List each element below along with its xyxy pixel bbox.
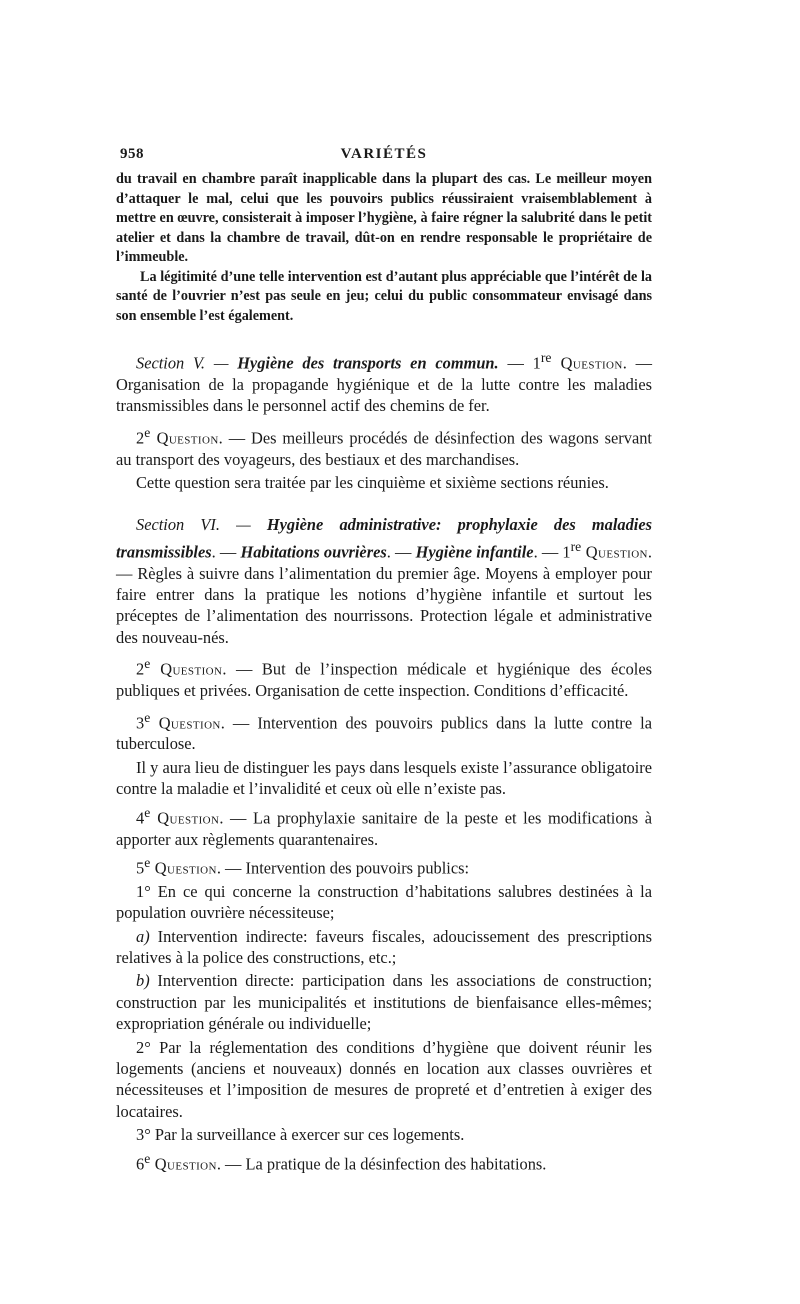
section-5-q2-text: . — Des meilleurs procédés de désinfection des wagons servant au transport des voyageurs, des bestiaux et des marchandises.	[116, 428, 652, 469]
body-block	[116, 347, 652, 1175]
section-5-q1-sup: re	[540, 350, 552, 365]
intro-paragraph-1: du travail en chambre paraît inapplicable dans la plupart des cas. Le meilleur moyen d’attaquer le mal, celui que les pouvoirs publics réussiraient vraisemblablement à mettre en œuvre, consisterait à imposer l’hygiène, à faire régner la salubrité dans le petit atelier et dans la chambre de travail, dût-on en rendre responsable le propriétaire de l’immeuble.	[116, 171, 652, 265]
running-header	[116, 146, 652, 170]
section-5-label: Section V. —	[136, 353, 238, 373]
section-5-q2-number: 2	[136, 428, 145, 448]
section-5-question-2	[116, 422, 652, 470]
section-6-q1-number: 1	[562, 542, 571, 562]
section-6-q4-number: 4	[136, 808, 145, 828]
section-6-q1-text: . — Règles à suivre dans l’alimentation du premier âge. Moyens à employer pour faire entrer dans la pratique les notions d’hygiène infantile et surtout les préceptes de l’alimentation des nourrissons. Protection légale et administrative des nouveau-nés.	[116, 542, 653, 647]
section-6-q5-item-b	[116, 970, 652, 1034]
section-6-title-c: Hygiène infantile	[415, 542, 534, 562]
section-6-q2-sup: e	[144, 656, 151, 672]
section-6-q6-word: Question	[150, 1154, 217, 1174]
section-6-q5-item-2: 2° Par la réglementation des conditions d’hygiène que doivent réunir les logements (anciens et nouveaux) donnés en location aux classes ouvrières et nécessiteuses et l’imposition de mesures de propreté et d’entretien à exiger des locataires.	[116, 1037, 652, 1121]
section-5-q1-word: Question	[551, 353, 623, 373]
section-6-q6-text: . — La pratique de la désinfection des habitations.	[216, 1154, 547, 1174]
section-6-q4-word: Question	[150, 808, 220, 828]
section-6-q4-sup: e	[144, 804, 151, 820]
section-6-q6-number: 6	[136, 1154, 145, 1174]
section-5-q2-word: Question	[150, 428, 219, 448]
section-6-question-5	[116, 852, 652, 879]
section-6-q2-text: . — But de l’inspection médicale et hygiénique des écoles publiques et privées. Organisation de cette inspection. Conditions d’efficacité.	[116, 659, 653, 701]
section-6-q3-text: . — Intervention des pouvoirs publics dans la lutte contre la tuberculose.	[116, 713, 652, 754]
section-6-q1-word: Question	[581, 542, 648, 562]
section-6-q5-item-3: 3° Par la surveillance à exercer sur ces logements.	[136, 1125, 465, 1145]
section-6-dash-3: . —	[533, 542, 563, 562]
section-6-q5-item-1: 1° En ce qui concerne la construction d’habitations salubres destinées à la population ouvrière nécessiteuse;	[116, 881, 652, 923]
section-6-q5-item-a	[116, 926, 652, 969]
item-a-text: Intervention indirecte: faveurs fiscales, adoucissement des prescriptions relatives à la police des constructions, etc.;	[116, 926, 652, 968]
section-5-heading	[116, 347, 652, 417]
document-page	[116, 146, 652, 1175]
section-6-q2-word: Question	[150, 659, 223, 679]
section-5-note: Cette question sera traitée par les cinquième et sixième sections réunies.	[136, 472, 609, 492]
section-6-q3-sup: e	[144, 709, 151, 725]
section-6-q6-sup: e	[144, 1150, 151, 1166]
running-title: VARIÉTÉS	[340, 146, 428, 162]
section-6-question-4	[116, 802, 652, 850]
section-6-question-3	[116, 707, 652, 755]
section-6-q3-number: 3	[136, 713, 145, 733]
section-6-label: Section VI. —	[136, 515, 267, 535]
section-6-question-2	[116, 653, 652, 701]
section-6-q5-sup: e	[144, 854, 151, 870]
section-6-q3-word: Question	[150, 713, 221, 733]
section-6-q5-text: . — Intervention des pouvoirs publics:	[216, 858, 470, 878]
section-6-dash-2: . —	[386, 542, 416, 562]
section-6-heading	[116, 514, 652, 648]
section-6-q5-number: 5	[136, 858, 145, 878]
page-number: 958	[120, 146, 144, 162]
section-5-title: Hygiène des transports en commun.	[237, 353, 499, 373]
intro-paragraph-2: La légitimité d’une telle intervention est d’autant plus appréciable que l’intérêt de la santé de l’ouvrier n’est pas seule en jeu; celui du public consommateur envisagé dans son ensemble l’est également.	[116, 268, 652, 324]
section-5-q1-number: — 1	[498, 353, 541, 373]
item-a-label: a)	[136, 926, 150, 946]
section-6-dash-1: . —	[211, 542, 241, 562]
section-6-question-6	[116, 1148, 652, 1175]
section-5-q2-sup: e	[144, 424, 151, 440]
section-6-title-a: Hygiène administrative: prophylaxie des maladies transmissibles	[116, 515, 652, 562]
section-6-title-b: Habitations ouvrières	[240, 542, 387, 562]
section-6-q4-text: . — La prophylaxie sanitaire de la peste et les modifications à apporter aux règlements quarantenaires.	[116, 808, 652, 849]
item-b-label: b)	[136, 971, 150, 991]
section-6-q3-note: Il y aura lieu de distinguer les pays dans lesquels existe l’assurance obligatoire contre la maladie et l’invalidité et ceux où elle n’existe pas.	[116, 757, 652, 799]
intro-block	[116, 170, 652, 326]
section-6-q2-number: 2	[136, 659, 145, 679]
section-6-q5-word: Question	[150, 858, 217, 878]
item-b-text: Intervention directe: participation dans les associations de construction; construction par les municipalités et institutions de bienfaisance elles-mêmes; expropriation générale ou individuelle;	[116, 971, 652, 1034]
section-6-q1-sup: re	[570, 538, 582, 554]
section-5-q1-text: . — Organisation de la propagande hygiénique et de la lutte contre les maladies transmissibles dans le personnel actif des chemins de fer.	[116, 353, 652, 416]
